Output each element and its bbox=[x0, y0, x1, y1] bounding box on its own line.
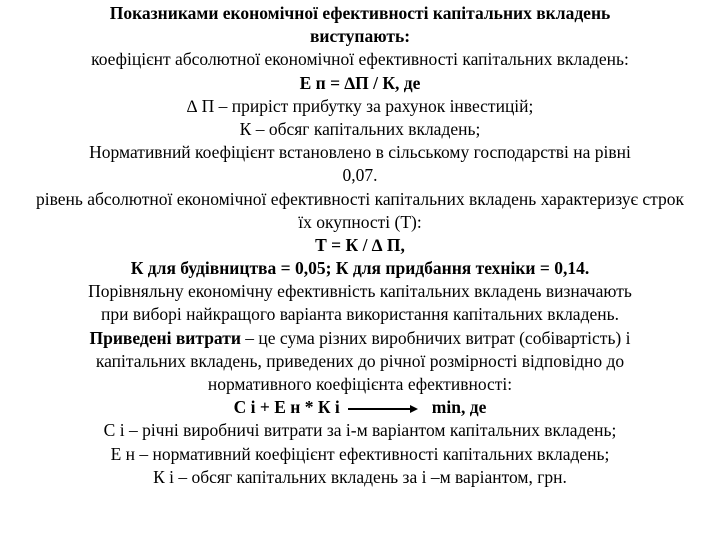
definition-k: К – обсяг капітальних вкладень; bbox=[239, 118, 481, 139]
definition-k-i: К і – обсяг капітальних вкладень за і –м варіантом, грн. bbox=[153, 466, 567, 487]
reduced-costs-line-4: капітальних вкладень, приведених до річної розмірності відповідно до bbox=[95, 350, 625, 371]
normative-coefficient-line-1: Нормативний коефіцієнт встановлено в сільському господарстві на рівні bbox=[89, 142, 631, 163]
definition-delta-p: ∆ П – приріст прибутку за рахунок інвестицій; bbox=[186, 95, 534, 116]
payback-level-line-1: рівень абсолютної економічної ефективності капітальних вкладень характеризує строк bbox=[35, 188, 685, 209]
payback-formula: Т = К / ∆ П, bbox=[315, 234, 405, 255]
normative-coefficient-line-2: 0,07. bbox=[342, 165, 378, 186]
document-page bbox=[0, 2, 720, 489]
definition-e-n: Е н – нормативний коефіцієнт ефективності капітальних вкладень; bbox=[110, 443, 610, 464]
comparative-efficiency-line-1: Порівняльну економічну ефективність капітальних вкладень визначають bbox=[88, 281, 632, 302]
absolute-efficiency-formula: Е п = ∆П / К, де bbox=[299, 72, 421, 93]
reduced-costs-rest: – це сума різних виробничих витрат (собівартість) і bbox=[240, 327, 631, 348]
reduced-costs-formula bbox=[0, 396, 720, 419]
absolute-efficiency-intro: коефіцієнт абсолютної економічної ефективності капітальних вкладень: bbox=[91, 49, 629, 70]
definition-c-i: С і – річні виробничі витрати за і-м варіантом капітальних вкладень; bbox=[103, 420, 617, 441]
heading-line-1: Показниками економічної ефективності капітальних вкладень bbox=[109, 3, 611, 23]
formula-right: min, де bbox=[431, 397, 487, 418]
reduced-costs-line-5: нормативного коефіцієнта ефективності: bbox=[207, 374, 513, 394]
reduced-costs-term: Приведені витрати bbox=[89, 327, 241, 348]
right-arrow-icon bbox=[348, 404, 418, 414]
heading-line-2: виступають: bbox=[309, 26, 411, 47]
construction-machinery-coefficients: К для будівництва = 0,05; К для придбання техніки = 0,14. bbox=[130, 258, 590, 279]
formula-left: С і + Е н * К і bbox=[233, 397, 340, 418]
payback-level-line-2: їх окупності (Т): bbox=[298, 211, 422, 232]
reduced-costs-definition bbox=[0, 327, 720, 350]
comparative-efficiency-line-2: при виборі найкращого варіанта використання капітальних вкладень. bbox=[101, 304, 619, 325]
